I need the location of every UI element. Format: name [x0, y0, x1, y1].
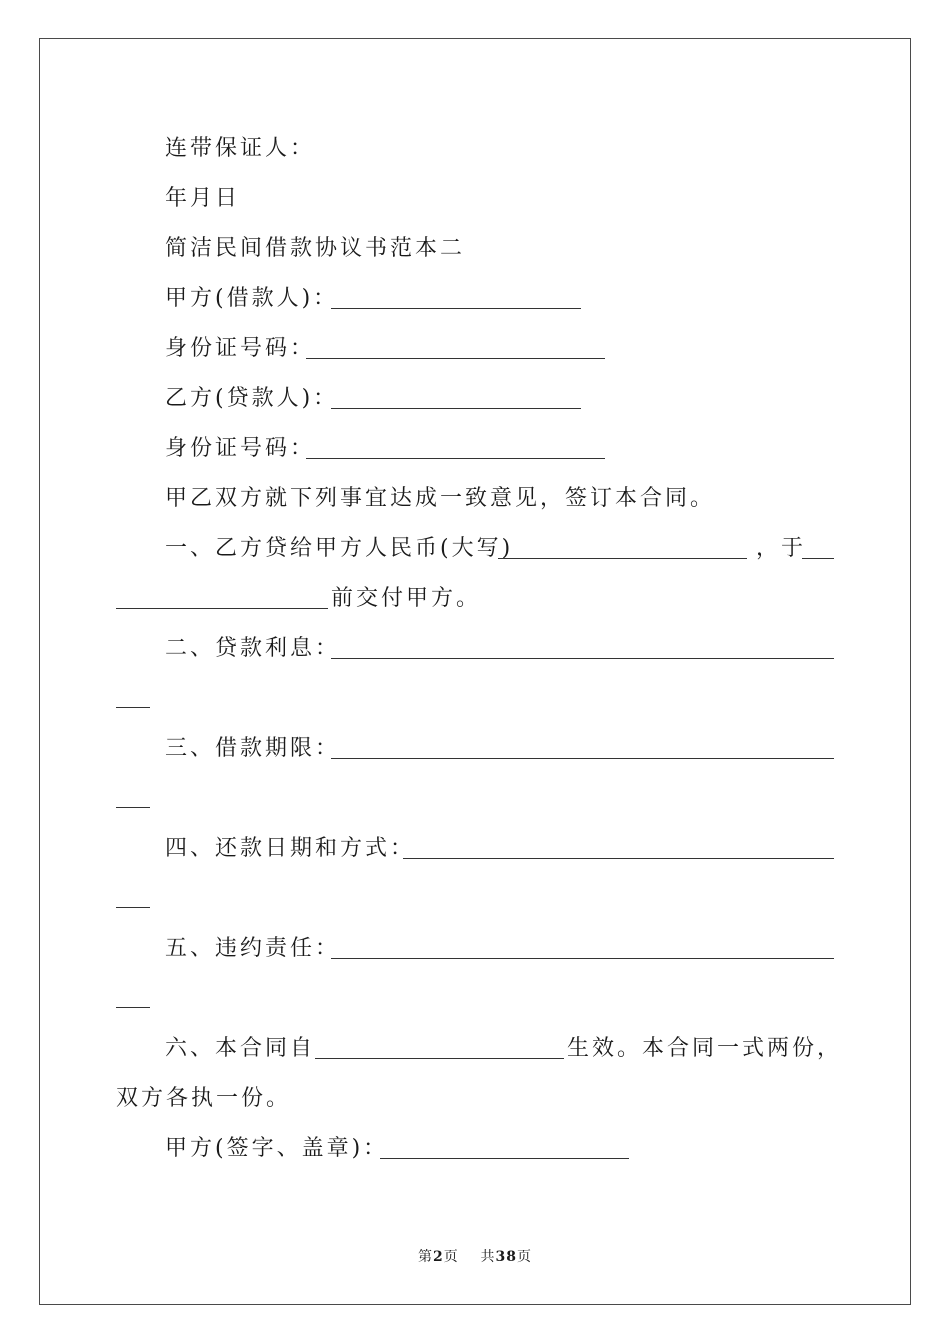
id-number-blank-b — [306, 458, 605, 459]
party-a-signature-blank — [380, 1158, 629, 1159]
footer-total-prefix: 共 — [480, 1249, 496, 1265]
clause-2-blank-continued — [116, 707, 150, 708]
party-b-blank — [331, 408, 581, 409]
party-a-label: 甲方(借款人)： — [165, 286, 339, 311]
party-b-label: 乙方(贷款人)： — [165, 386, 339, 411]
agreement-statement: 甲乙双方就下列事宜达成一致意见，签订本合同。 — [165, 486, 716, 511]
footer-page-number: 2 — [432, 1249, 444, 1265]
clause-4-label: 四、还款日期和方式： — [165, 836, 416, 861]
page-footer — [0, 1248, 950, 1266]
clause-5-blank — [331, 958, 834, 959]
footer-total-suffix: 页 — [517, 1249, 533, 1265]
clause-3-blank — [331, 758, 834, 759]
id-number-label-b: 身份证号码： — [165, 436, 316, 461]
footer-page-suffix: 页 — [443, 1249, 459, 1265]
clause-6-effective: 生效。本合同一式两份， — [567, 1036, 843, 1061]
id-number-blank-a — [306, 358, 605, 359]
clause-4-blank — [403, 858, 834, 859]
clause-3-blank-continued — [116, 807, 150, 808]
clause-2-label: 二、贷款利息： — [165, 636, 341, 661]
clause-5-label: 五、违约责任： — [165, 936, 341, 961]
clause-4-blank-continued — [116, 907, 150, 908]
section-title: 简洁民间借款协议书范本二 — [165, 236, 466, 261]
clause-5-blank-continued — [116, 1007, 150, 1008]
clause-1-delivery: 前交付甲方。 — [331, 586, 482, 611]
page-frame — [39, 38, 911, 1305]
date-label: 年月日 — [165, 186, 241, 211]
footer-total-pages: 38 — [495, 1249, 518, 1265]
guarantor-label: 连带保证人： — [165, 136, 316, 161]
clause-3-label: 三、借款期限： — [165, 736, 341, 761]
party-a-signature-label: 甲方(签字、盖章)： — [165, 1136, 389, 1161]
clause-1-date-blank-end — [116, 608, 328, 609]
clause-1-on: ，于 — [756, 536, 807, 561]
footer-prefix: 第 — [417, 1249, 433, 1265]
party-a-blank — [331, 308, 581, 309]
clause-1-date-blank-start — [802, 558, 834, 559]
clause-6-text: 六、本合同自 — [165, 1036, 316, 1061]
clause-2-blank — [331, 658, 834, 659]
clause-6-date-blank — [315, 1058, 564, 1059]
clause-1-text: 一、乙方贷给甲方人民币(大写) — [165, 536, 514, 561]
clause-6-copies: 双方各执一份。 — [116, 1086, 292, 1111]
id-number-label-a: 身份证号码： — [165, 336, 316, 361]
clause-1-amount-blank — [498, 558, 747, 559]
